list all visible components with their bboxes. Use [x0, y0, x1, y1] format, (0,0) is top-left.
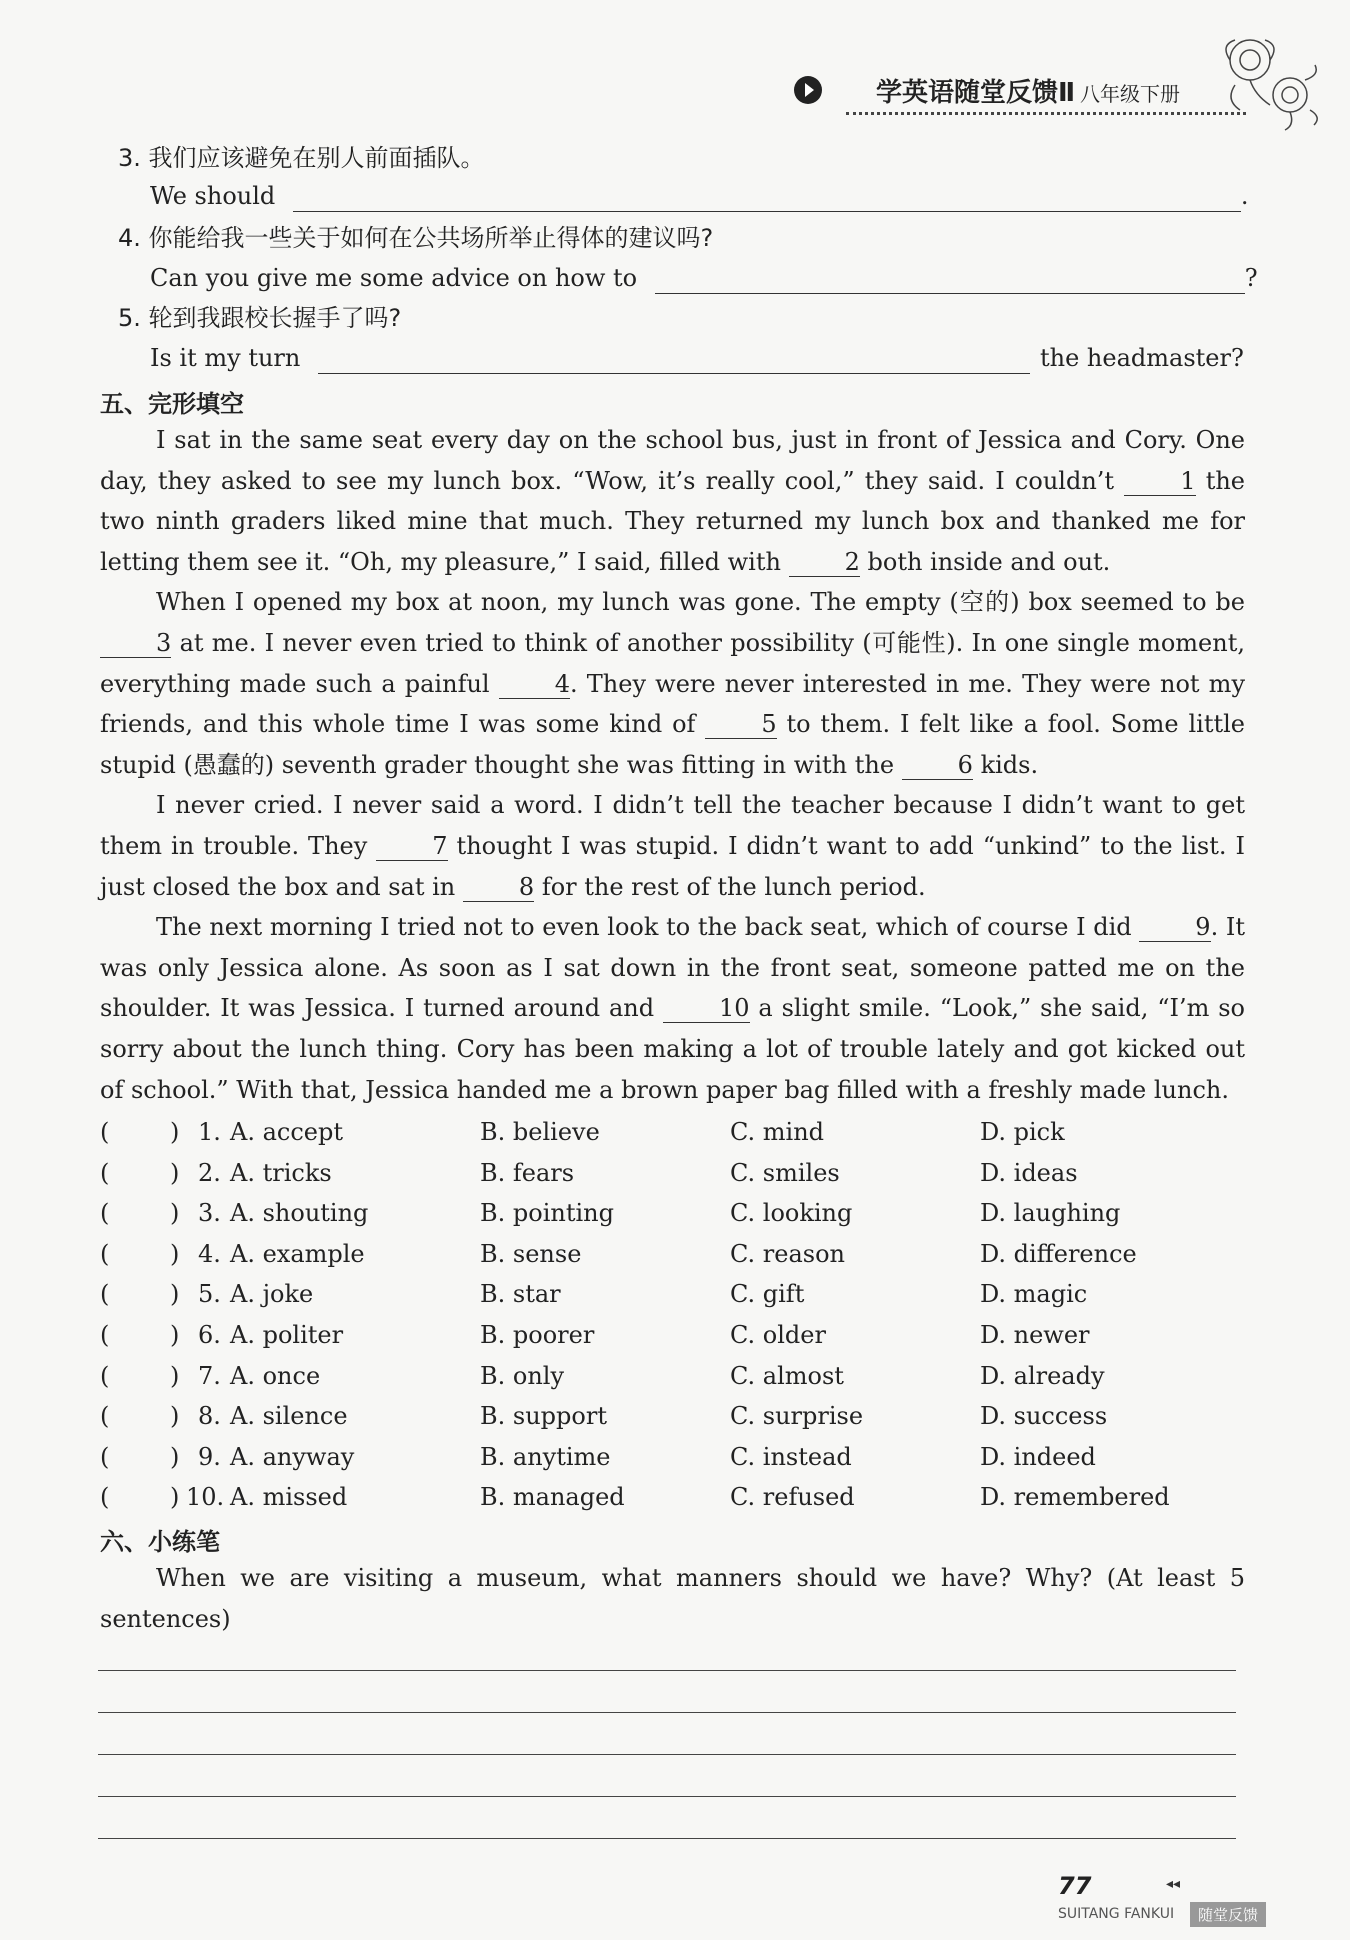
- answer-paren-open[interactable]: (: [100, 1361, 110, 1390]
- cloze-paragraph-4: [100, 907, 1245, 1110]
- option-a[interactable]: A. joke: [230, 1280, 314, 1309]
- answer-paren-close: ): [170, 1361, 180, 1390]
- option-d[interactable]: D. remembered: [980, 1483, 1170, 1512]
- translation-3-chinese: 3. 我们应该避免在别人前面插队。: [118, 144, 485, 172]
- cloze-blank-1[interactable]: 1: [1124, 467, 1195, 496]
- answer-paren-open[interactable]: (: [100, 1118, 110, 1146]
- answer-paren-open[interactable]: (: [100, 1442, 110, 1471]
- option-d[interactable]: D. laughing: [980, 1199, 1121, 1228]
- cloze-text: . They were never interested in me. They were not my friends, and this whole time I was some kind of: [100, 669, 1246, 739]
- translation-4-english: [150, 262, 1258, 294]
- translation-4-answer-blank[interactable]: [655, 267, 1245, 294]
- option-b[interactable]: B. sense: [480, 1239, 582, 1268]
- flower-decoration-icon: [1210, 25, 1330, 135]
- cloze-paragraph-2: [100, 582, 1245, 785]
- option-a[interactable]: A. anyway: [230, 1442, 355, 1471]
- cloze-blank-3[interactable]: 3: [100, 629, 171, 658]
- page-number: 77: [1058, 1872, 1092, 1900]
- option-c[interactable]: C. refused: [730, 1483, 855, 1512]
- cloze-text: I never cried. I never said a word. I didn’t tell the teacher because I didn’t want to get them in trouble. They: [100, 791, 1245, 860]
- cloze-paragraph-3: [100, 785, 1245, 907]
- question-number: 7.: [198, 1361, 221, 1390]
- option-b[interactable]: B. managed: [480, 1483, 625, 1512]
- cloze-blank-5[interactable]: 5: [705, 710, 776, 739]
- writing-line-5[interactable]: [98, 1838, 1236, 1839]
- cloze-passage: [100, 420, 1245, 1110]
- play-icon: [794, 76, 822, 104]
- option-b[interactable]: B. star: [480, 1280, 561, 1309]
- option-b[interactable]: B. only: [480, 1361, 565, 1390]
- answer-paren-close: ): [170, 1199, 180, 1228]
- option-d[interactable]: D. pick: [980, 1118, 1065, 1146]
- answer-paren-close: ): [170, 1321, 180, 1349]
- cloze-blank-4[interactable]: 4: [499, 670, 570, 699]
- option-b[interactable]: B. anytime: [480, 1442, 611, 1471]
- double-arrow-left-icon: ◂◂: [1166, 1876, 1181, 1892]
- option-d[interactable]: D. indeed: [980, 1442, 1096, 1471]
- translation-3-suffix: .: [1240, 182, 1249, 210]
- answer-paren-open[interactable]: (: [100, 1483, 110, 1512]
- option-c[interactable]: C. older: [730, 1321, 826, 1349]
- answer-paren-close: ): [170, 1442, 180, 1471]
- option-d[interactable]: D. magic: [980, 1280, 1088, 1309]
- cloze-text: I sat in the same seat every day on the school bus, just in front of Jessica and Cory. One day, they asked to see my lunch box. “Wow, it’s really cool,” they said. I couldn’t: [100, 426, 1245, 495]
- option-d[interactable]: D. newer: [980, 1321, 1090, 1349]
- question-number: 5.: [198, 1280, 221, 1309]
- cloze-blank-6[interactable]: 6: [902, 751, 973, 780]
- writing-line-3[interactable]: [98, 1754, 1236, 1755]
- option-d[interactable]: D. difference: [980, 1239, 1137, 1268]
- answer-paren-close: ): [170, 1483, 180, 1512]
- answer-paren-open[interactable]: (: [100, 1239, 110, 1268]
- question-number: 9.: [198, 1442, 221, 1471]
- answer-paren-close: ): [170, 1158, 180, 1187]
- cloze-blank-10[interactable]: 10: [663, 994, 750, 1023]
- option-d[interactable]: D. already: [980, 1361, 1105, 1390]
- option-a[interactable]: A. accept: [230, 1118, 343, 1146]
- option-c[interactable]: C. surprise: [730, 1402, 864, 1431]
- header-divider: [846, 112, 1246, 115]
- writing-line-2[interactable]: [98, 1712, 1236, 1713]
- answer-paren-close: ): [170, 1118, 180, 1146]
- answer-paren-close: ): [170, 1402, 180, 1431]
- section-5-heading: 五、完形填空: [100, 390, 244, 418]
- cloze-blank-7[interactable]: 7: [376, 832, 447, 861]
- option-c[interactable]: C. smiles: [730, 1158, 840, 1187]
- option-b[interactable]: B. poorer: [480, 1321, 595, 1349]
- cloze-text: When I opened my box at noon, my lunch was gone. The empty (空的) box seemed to be: [156, 588, 1245, 617]
- cloze-text: at me. I never even tried to think of another possibility (可能性). In one single moment, everything made such a painful: [100, 628, 1245, 698]
- cloze-blank-2[interactable]: 2: [789, 548, 860, 577]
- question-number: 8.: [198, 1402, 221, 1431]
- cloze-blank-8[interactable]: 8: [463, 873, 534, 902]
- option-b[interactable]: B. support: [480, 1402, 607, 1431]
- section-6-heading: 六、小练笔: [100, 1528, 220, 1556]
- option-c[interactable]: C. mind: [730, 1118, 825, 1146]
- answer-paren-close: ): [170, 1239, 180, 1268]
- option-c[interactable]: C. gift: [730, 1280, 805, 1309]
- option-a[interactable]: A. tricks: [230, 1158, 332, 1187]
- question-number: 6.: [198, 1321, 221, 1349]
- answer-paren-open[interactable]: (: [100, 1402, 110, 1431]
- writing-prompt: When we are visiting a museum, what manners should we have? Why? (At least 5 sentences): [100, 1564, 1245, 1633]
- cloze-text: for the rest of the lunch period.: [534, 872, 926, 901]
- option-a[interactable]: A. silence: [230, 1402, 348, 1431]
- option-a[interactable]: A. once: [230, 1361, 321, 1390]
- option-b[interactable]: B. fears: [480, 1158, 575, 1187]
- book-title: 学英语随堂反馈Ⅱ: [876, 78, 1076, 108]
- option-a[interactable]: A. example: [230, 1239, 365, 1268]
- option-c[interactable]: C. almost: [730, 1361, 844, 1390]
- option-a[interactable]: A. shouting: [230, 1199, 369, 1228]
- cloze-text: to them. I felt like a fool. Some little stupid (愚蠢的) seventh grader thought she was fitting in with the: [100, 710, 1245, 779]
- book-subtitle: 八年级下册: [1080, 82, 1180, 106]
- cloze-text: both inside and out.: [859, 547, 1111, 576]
- cloze-text: the two ninth graders liked mine that much. They returned my lunch box and thanked me for letting them see it. “Oh, my pleasure,” I said, filled with: [100, 466, 1245, 576]
- cloze-text: thought I was stupid. I didn’t want to add “unkind” to the list. I just closed the box and sat in: [100, 831, 1245, 901]
- option-b[interactable]: B. believe: [480, 1118, 600, 1146]
- question-number: 2.: [198, 1158, 221, 1187]
- writing-line-4[interactable]: [98, 1796, 1236, 1797]
- answer-paren-open[interactable]: (: [100, 1158, 110, 1187]
- option-a[interactable]: A. politer: [230, 1321, 344, 1349]
- cloze-text: . It was only Jessica alone. As soon as I sat down in the front seat, someone patted me on the shoulder. It was Jessica. I turned around and: [100, 913, 1245, 1023]
- question-number: 10.: [186, 1483, 225, 1512]
- writing-line-1[interactable]: [98, 1670, 1236, 1671]
- translation-5-english: [150, 342, 1244, 374]
- question-number: 3.: [198, 1199, 221, 1228]
- translation-5-answer-blank[interactable]: [318, 347, 1030, 374]
- translation-4-prefix: Can you give me some advice on how to: [150, 264, 638, 292]
- option-c[interactable]: C. reason: [730, 1239, 845, 1268]
- footer-badge: 随堂反馈: [1190, 1902, 1266, 1927]
- translation-5-prefix: Is it my turn: [150, 344, 301, 372]
- cloze-paragraph-1: [100, 420, 1245, 582]
- translation-5-chinese: 5. 轮到我跟校长握手了吗?: [118, 304, 402, 332]
- answer-paren-open[interactable]: (: [100, 1280, 110, 1309]
- question-number: 4.: [198, 1239, 221, 1268]
- option-a[interactable]: A. missed: [230, 1483, 348, 1512]
- option-b[interactable]: B. pointing: [480, 1199, 614, 1228]
- translation-3-english: [150, 180, 1249, 212]
- answer-paren-close: ): [170, 1280, 180, 1309]
- cloze-text: kids.: [972, 750, 1039, 779]
- answer-paren-open[interactable]: (: [100, 1321, 110, 1349]
- footer-brand: SUITANG FANKUI: [1058, 1906, 1175, 1922]
- translation-5-suffix: the headmaster?: [1040, 344, 1244, 372]
- cloze-text: a slight smile. “Look,” she said, “I’m so sorry about the lunch thing. Cory has been making a lot of trouble lately and got kicked out of school.” With that, Jessica handed me a brown paper bag filled with a freshly made lunch.: [100, 994, 1245, 1104]
- option-c[interactable]: C. looking: [730, 1199, 853, 1228]
- cloze-text: The next morning I tried not to even look to the back seat, which of course I did: [156, 913, 1140, 942]
- translation-4-suffix: ?: [1244, 264, 1258, 292]
- answer-paren-open[interactable]: (: [100, 1199, 110, 1228]
- option-d[interactable]: D. success: [980, 1402, 1108, 1431]
- option-d[interactable]: D. ideas: [980, 1158, 1078, 1187]
- translation-3-prefix: We should: [150, 182, 276, 210]
- translation-4-chinese: 4. 你能给我一些关于如何在公共场所举止得体的建议吗?: [118, 224, 714, 252]
- translation-3-answer-blank[interactable]: [293, 185, 1241, 212]
- cloze-blank-9[interactable]: 9: [1139, 913, 1210, 942]
- option-c[interactable]: C. instead: [730, 1442, 852, 1471]
- question-number: 1.: [198, 1118, 221, 1146]
